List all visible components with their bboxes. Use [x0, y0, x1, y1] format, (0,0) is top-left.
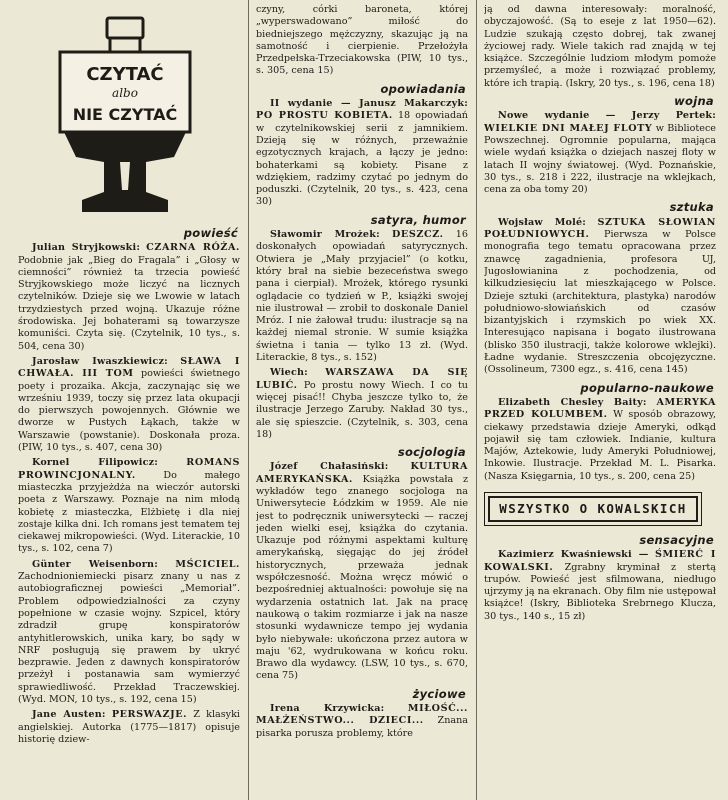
review-entry [484, 110, 716, 196]
section-heading: opowiadania [380, 81, 466, 96]
column-1 [18, 4, 240, 800]
review-text: Z klasyki angielskiej. Autorka (1775—1817) opisuje historię dziew- [18, 709, 240, 745]
column-rule [476, 0, 477, 800]
author: Jane Austen: [32, 709, 106, 721]
section-heading: sztuka [669, 200, 714, 215]
book-title: ŚMIERĆ I KOWALSKI. [484, 549, 716, 573]
review-entry [256, 461, 468, 682]
review-text: Zachodnioniemiecki pisarz znany u nas z autobiograficznej powieści „Memoriał”. Problem odpowiedzialności za czyny popełnione w czasie wojny. Szpicel, który zdradził grupę konspiratorów antyhitlerowskich, unika kary, bo sądy w NRF posługują się prawem by ukryć bezprawie. Jeden z dawnych konspiratorów przeżył i postanawia sam wymierzyć sprawiedliwość. Przekład Traczewskiej. (Wyd. MON, 10 tys., s. 192, cena 15) [18, 571, 240, 705]
author: Wojsław Molé: [498, 216, 587, 228]
review-entry [256, 367, 468, 441]
book-title: ROMANS PROWINCJONALNY. [18, 457, 240, 481]
review-entry [484, 217, 716, 377]
review-text: Pierwsza w Polsce monografia tego tematu opracowana przez znawcę zagadnienia, profesora UJ, Jugosłowianina z pochodzenia, od kilkudziesięciu lat mieszkającego w Polsce. Dzieje sztuki (architektura, plastyka) narodów południowo-słowiańskich od czasów bizantyjskich i rzymskich po wiek XX. Interesująco napisana i bogato ilustrowana (blisko 350 ilustracji, także kolorowe wklejki). Ładne wydanie. Streszczenia obcojęzyczne. (Ossolineum, 7300 egz., s. 416, cena 145) [484, 229, 716, 376]
author: Sławomir Mrożek: [270, 229, 380, 241]
book-title: WIELKIE DNI MAŁEJ FLOTY [484, 122, 653, 134]
book-title: DESZCZ. [392, 229, 444, 241]
author: Elizabeth Chesley Baity: [498, 396, 647, 408]
logo-line2: albo [112, 86, 138, 100]
column-3 [484, 4, 716, 800]
review-entry [18, 242, 240, 353]
review-entry [256, 229, 468, 364]
review-entry [484, 397, 716, 483]
author: Jarosław Iwaszkiewicz: [32, 355, 168, 367]
logo-line3: NIE CZYTAĆ [72, 105, 178, 124]
review-entry [18, 559, 240, 707]
review-text: Po prostu nowy Wiech. I co tu więcej pisać!! Chyba jeszcze tylko to, że ilustracje Jerzego Zaruby. Nakład 30 tys., ale się spieszcie. (Czytelnik, s. 303, cena 18) [256, 379, 468, 440]
review-text: W sposób obrazowy, ciekawy przedstawia dzieje Ameryki, odkąd pojawił się tam człowiek. Indianie, kultura Majów, Aztekowie, ludy Ameryki Południowej, Inkowie. Ilustracje. Przekład M. L. Pisarka. (Nasza Księgarnia, 10 tys., s. 200, cena 25) [484, 409, 716, 482]
section-heading: życiowe [412, 686, 466, 701]
section-heading: satyra, humor [370, 212, 466, 227]
review-text: 16 doskonałych opowiadań satyrycznych. Otwiera je „Mały przyjaciel” (o kotku, który brał na siebie bezeceństwa swego pana i cierpiał). Mrożek, którego rysunki oglądacie co tydzień w P., książki swojej nie ilustrował — zrobił to doskonale Daniel Mróz. I nie żałował trudu: ilustracje są na każdej niemal stronie. W sumie książka świetna i tania — tylko 13 zł. (Wyd. Literackie, 8 tys., s. 152) [256, 229, 468, 364]
review-entry [18, 457, 240, 555]
review-entry [256, 98, 468, 209]
review-text: powieści świetnego poety i prozaika. Akcja, zaczynając się we wrześniu 1939, toczy się przez lata okupacji do pierwszych powojennych. Głównie we dworze w Pustych Łąkach, także w Warszawie (powstanie). Doskonała proza. (PIW, 10 tys., s. 407, cena 30) [18, 368, 240, 454]
review-text: Książka powstała z wykładów tego znanego socjologa na Uniwersytecie Łódzkim w 1959. Ale nie jest to podręcznik uniwersytecki — raczej jeden wielki esej, książka do czytania. Ukazuje pod różnymi aspektami kulturę amerykańską, sięgając do jej źródeł historycznych, przeważa jednak współczesność. Można wręcz mówić o bezpośredniej aktualności: powołuje się na wydarzenia ostatnich lat. Jak na pracę naukową o takim rozmiarze i jak na nasze stosunki wydawnicze tempo jej wydania było niebywałe: ukończona przez autora w maju '62, wydrukowana w końcu roku. Brawo dla wydawcy. (LSW, 10 tys., s. 670, cena 75) [256, 473, 468, 682]
book-title: MIŁOŚĆ... MAŁŻEŃSTWO... DZIECI... [256, 703, 468, 727]
column-2 [256, 4, 468, 800]
review-continuation: czyny, córki baroneta, której „wyperswadowano” miłość do biedniejszego mężczyzny, skazując ją na samotność i cierpienie. Przełożyła Przedpełska-Trzeciakowska (PIW, 10 tys., s. 305, cena 15) [256, 4, 468, 77]
review-entry [256, 703, 468, 740]
book-title: SŁAWA I CHWAŁA. III TOM [18, 355, 240, 380]
review-text: Znana pisarka porusza problemy, które [256, 715, 468, 739]
section-heading: socjologia [397, 445, 466, 460]
book-title: PERSWAZJE. [111, 709, 188, 721]
author: Julian Stryjkowski: [32, 242, 141, 254]
edition-author: II wydanie — Janusz Makarczyk: [270, 98, 468, 110]
author: Wiech: [270, 367, 308, 379]
book-title: PO PROSTU KOBIETA. [256, 110, 393, 122]
section-heading: powieść [183, 226, 238, 240]
review-text: Podobnie jak „Bieg do Fragala” i „Głosy w ciemności” również ta trzecia powieść Stryjkowskiego może liczyć na licznych czytelników. Dzieje się we Lwowie w latach trzydziestych przed wojną. Ukazuje różne środowiska. Jej bohaterami są towarzysze komuniści. Czyta się. (Czytelnik, 10 tys., s. 504, cena 30) [18, 254, 240, 352]
book-title: MŚCICIEL. [175, 558, 240, 570]
kowalski-stamp-box [484, 492, 702, 526]
column-rule [248, 0, 249, 800]
section-heading: wojna [674, 94, 714, 109]
review-text: w Bibliotece Powszechnej. Ogromnie popularna, mająca wiele wydań książka o dziejach naszej floty w latach II wojny światowej. (Wyd. Poznańskie, 30 tys., s. 218 i 222, ilustracje na wklejkach, cena za oba tomy 20) [484, 122, 716, 196]
logo-line1: CZYTAĆ [86, 64, 164, 85]
section-heading: sensacyjne [639, 532, 714, 547]
author: Kornel Filipowicz: [32, 457, 159, 469]
stamp-text: WSZYSTKO O KOWALSKICH [488, 496, 698, 522]
review-entry [484, 549, 716, 623]
author: Irena Krzywicka: [270, 703, 385, 715]
author: Günter Weisenborn: [32, 558, 158, 570]
edition-author: Nowe wydanie — Jerzy Pertek: [498, 110, 716, 122]
author: Józef Chałasiński: [270, 461, 389, 473]
review-text: 18 opowiadań w czytelnikowskiej serii z jamnikiem. Dzieją się w różnych, przeważnie egzotycznych krajach, a łączy je jedno: bohaterkami są kobiety. Pisane z wdziękiem, radzimy czytać po jednym do poduszki. (Czytelnik, 20 tys., s. 423, cena 30) [256, 110, 468, 208]
book-title: CZARNA RÓŻA. [146, 242, 240, 254]
book-title: WARSZAWA DA SIĘ LUBIĆ. [256, 367, 468, 391]
author: Kazimierz Kwaśniewski — [498, 549, 649, 561]
review-text: Zgrabny kryminał z stertą trupów. Powieść jest sfilmowana, niedługo ujrzymy ją na ekranach. Oby film nie ustępował książce! (Iskry, Biblioteka Srebrnego Klucza, 30 tys., 140 s., 15 zł) [484, 561, 716, 622]
review-text: Do małego miasteczka przyjeżdża na wieczór autorski poeta z Warszawy. Poznaje na nim młodą kobietę z miasteczka, Elżbietę i dla niej zostaje kilka dni. Ich romans jest tematem tej ciekawej mikropowieści. (Wyd. Literackie, 10 tys., s. 102, cena 7) [18, 469, 240, 555]
logo-czytac-albo-nie-czytac [18, 8, 240, 222]
review-entry [18, 356, 240, 454]
section-heading: popularno-naukowe [580, 380, 714, 395]
book-title: KULTURA AMERYKAŃSKA. [256, 461, 468, 485]
bottle-logo-icon [50, 12, 200, 217]
review-continuation: ją od dawna interesowały: moralność, obyczajowość. (Są to eseje z lat 1950—62). Ludzie szukają często dobrej, tak zwanej życiowej rady. Wiele takich rad znajdą w tej książce. Szczególnie ludziom młodym pomoże przemyśleć, a może i rozwiązać problemy, które ich trapią. (Iskry, 20 tys., s. 196, cena 18) [484, 4, 716, 89]
book-title: AMERYKA PRZED KOLUMBEM. [484, 396, 716, 421]
review-entry [18, 709, 240, 746]
book-title: SZTUKA SŁOWIAN POŁUDNIOWYCH. [484, 216, 716, 241]
